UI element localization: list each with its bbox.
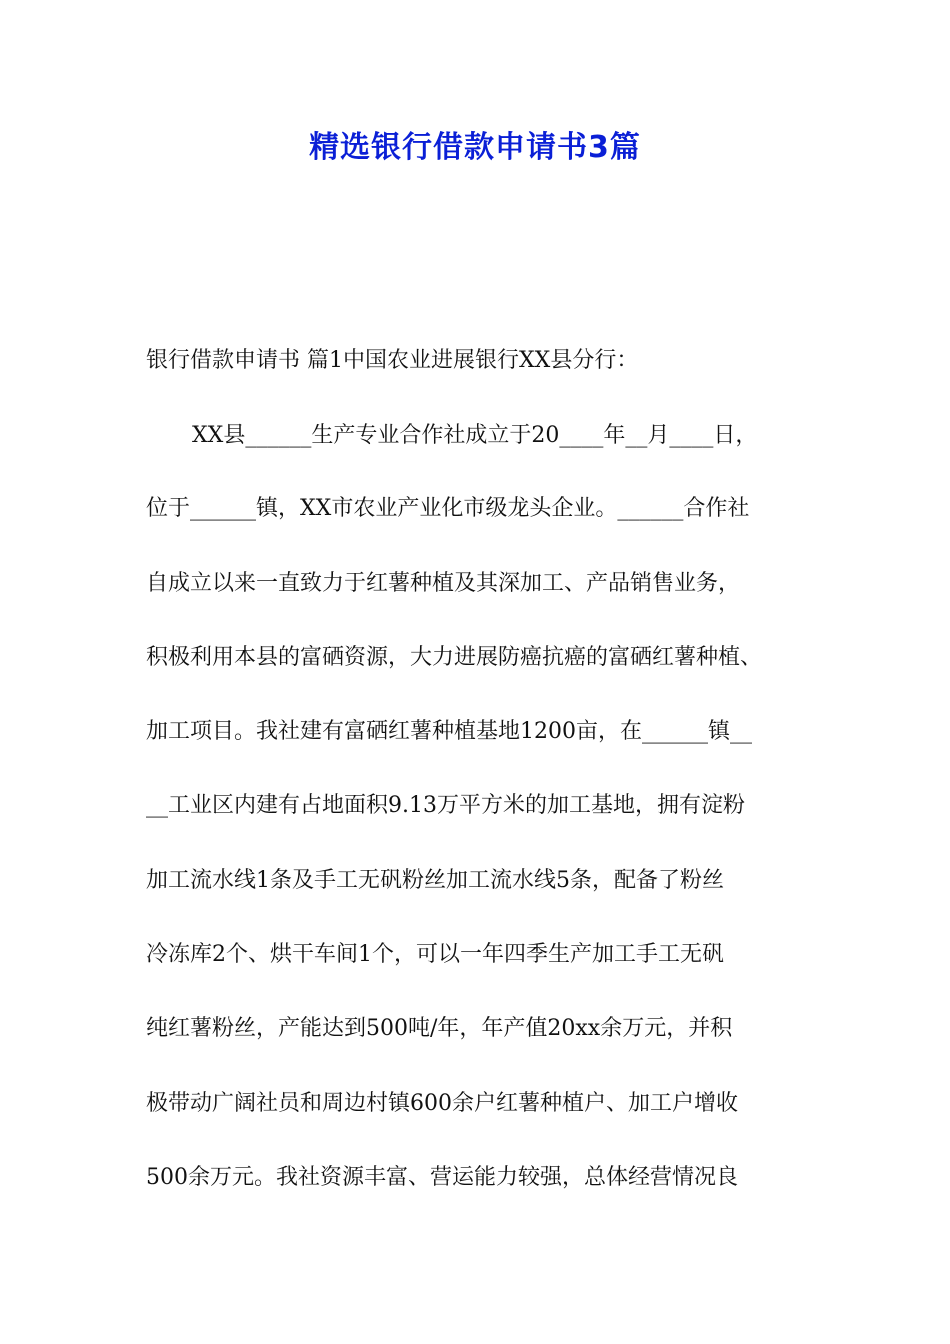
body-line: 极带动广阔社员和周边村镇600余户红薯种植户、加工户增收 xyxy=(146,1091,738,1116)
body-line: 纯红薯粉丝，产能达到500吨/年，年产值20xx余万元，并积 xyxy=(146,1016,733,1041)
body-line-addressee: 银行借款申请书 篇1中国农业进展银行XX县分行： xyxy=(146,348,639,373)
body-line: 加工流水线1条及手工无矾粉丝加工流水线5条，配备了粉丝 xyxy=(146,868,724,893)
body-line: XX县______生产专业合作社成立于20____年__月____日， xyxy=(192,423,758,448)
body-line: 位于______镇，XX市农业产业化市级龙头企业。______合作社 xyxy=(146,496,750,521)
body-line: 500余万元。我社资源丰富、营运能力较强，总体经营情况良 xyxy=(146,1165,738,1190)
body-line: 冷冻库2个、烘干车间1个，可以一年四季生产加工手工无矾 xyxy=(146,942,724,967)
body-line: 自成立以来一直致力于红薯种植及其深加工、产品销售业务， xyxy=(146,571,741,596)
body-line: __工业区内建有占地面积9.13万平方米的加工基地，拥有淀粉 xyxy=(146,793,745,818)
body-line: 积极利用本县的富硒资源，大力进展防癌抗癌的富硒红薯种植、 xyxy=(146,645,763,670)
body-line: 加工项目。我社建有富硒红薯种植基地1200亩，在______镇__ xyxy=(146,719,752,744)
document-title: 精选银行借款申请书3篇 xyxy=(309,130,641,165)
